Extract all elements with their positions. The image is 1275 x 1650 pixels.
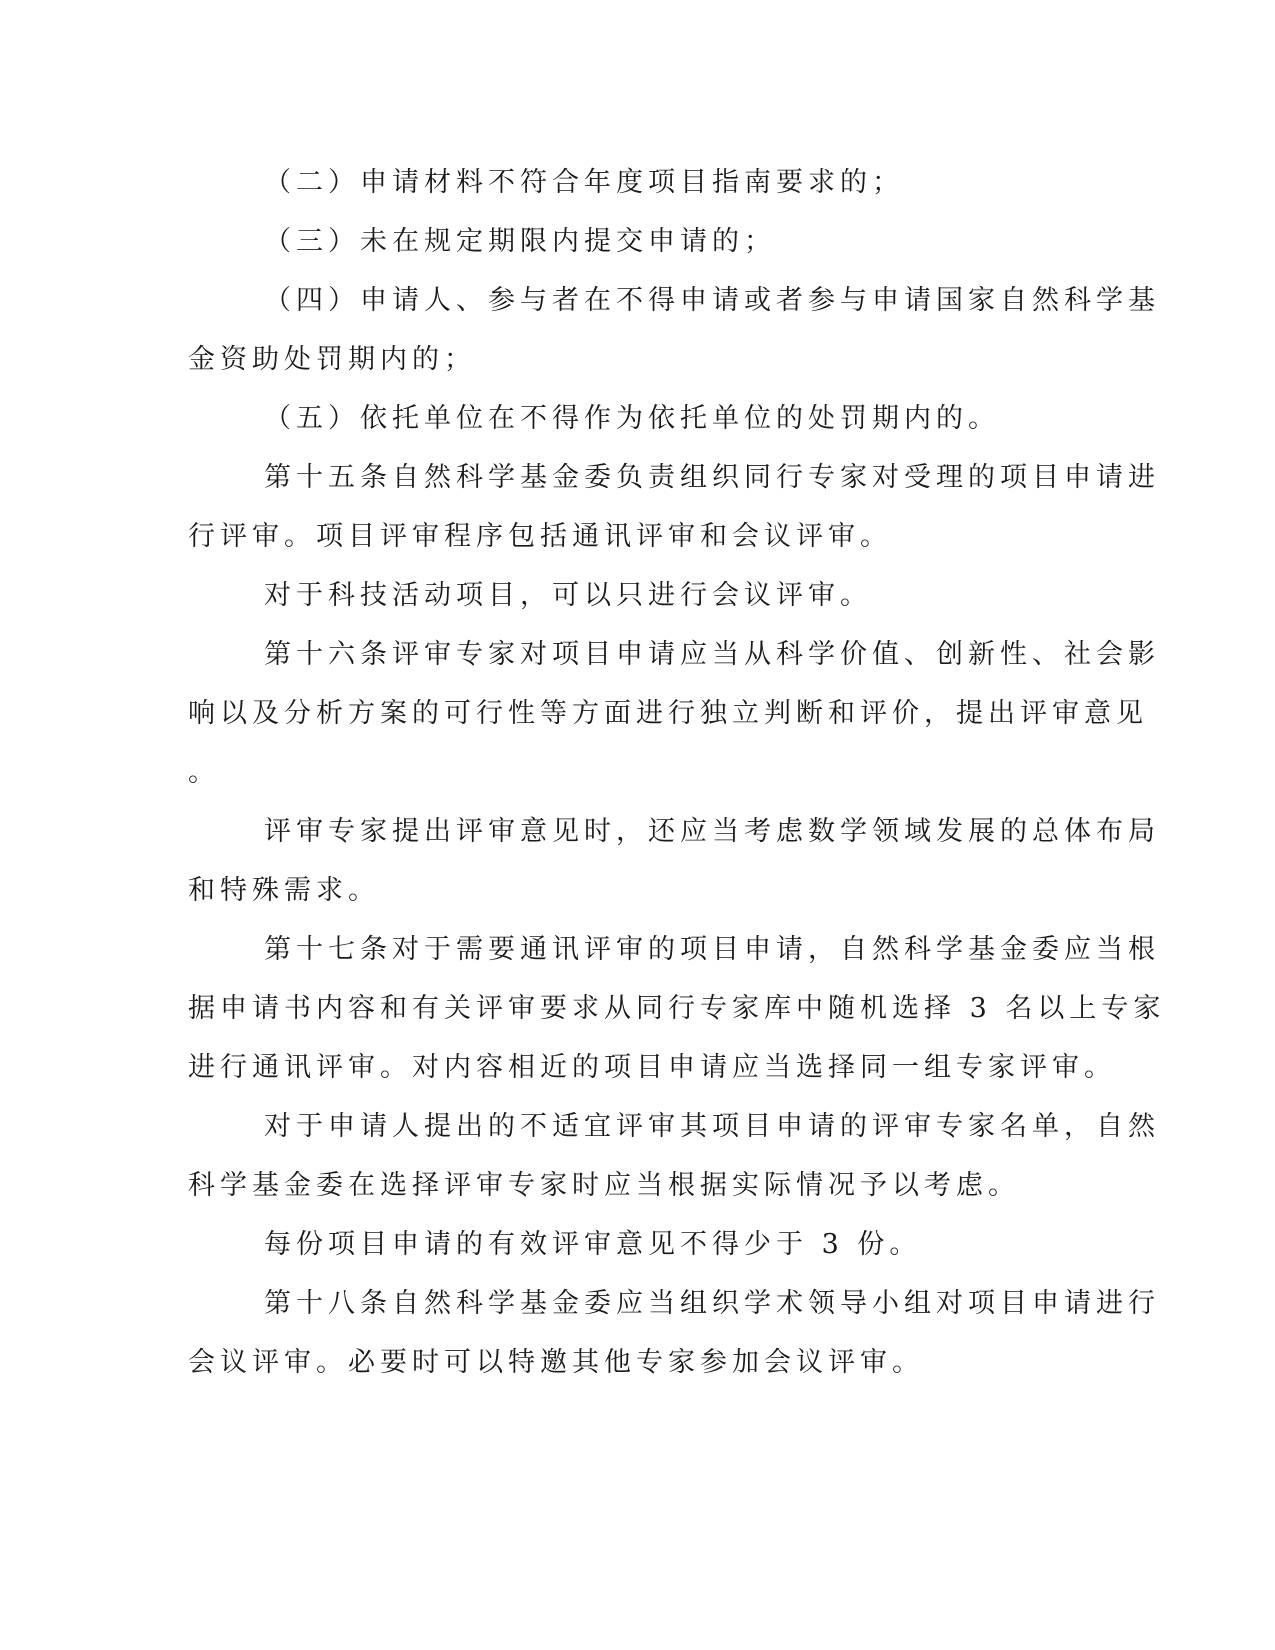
article-16-line-1: 第十六条评审专家对项目申请应当从科学价值、创新性、社会影 <box>264 639 1160 670</box>
clause-item-4-line-1: （四）申请人、参与者在不得申请或者参与申请国家自然科学基 <box>264 285 1160 316</box>
article-17-paragraph-3: 每份项目申请的有效评审意见不得少于 3 份。 <box>264 1229 922 1260</box>
article-15-line-1: 第十五条自然科学基金委负责组织同行专家对受理的项目申请进 <box>264 462 1160 493</box>
clause-item-5: （五）依托单位在不得作为依托单位的处罚期内的。 <box>264 403 1000 434</box>
article-15-paragraph-2: 对于科技活动项目，可以只进行会议评审。 <box>264 580 872 611</box>
clause-item-3: （三）未在规定期限内提交申请的； <box>264 226 776 257</box>
article-16-paragraph-2-line-1: 评审专家提出评审意见时，还应当考虑数学领域发展的总体布局 <box>264 816 1160 847</box>
article-16-line-2: 响以及分析方案的可行性等方面进行独立判断和评价，提出评审意见 <box>188 698 1148 729</box>
article-17-paragraph-2-line-2: 科学基金委在选择评审专家时应当根据实际情况予以考虑。 <box>188 1170 1020 1201</box>
article-17-line-1: 第十七条对于需要通讯评审的项目申请，自然科学基金委应当根 <box>264 934 1160 965</box>
clause-item-4-line-2: 金资助处罚期内的； <box>188 344 476 375</box>
article-16-paragraph-2-line-2: 和特殊需求。 <box>188 875 380 906</box>
article-16-line-3: 。 <box>188 757 220 788</box>
article-18-line-2: 会议评审。必要时可以特邀其他专家参加会议评审。 <box>188 1347 924 1378</box>
article-18-line-1: 第十八条自然科学基金委应当组织学术领导小组对项目申请进行 <box>264 1288 1160 1319</box>
article-15-line-2: 行评审。项目评审程序包括通讯评审和会议评审。 <box>188 521 892 552</box>
article-17-paragraph-2-line-1: 对于申请人提出的不适宜评审其项目申请的评审专家名单，自然 <box>264 1111 1160 1142</box>
clause-item-2: （二）申请材料不符合年度项目指南要求的； <box>264 167 904 198</box>
article-17-line-2: 据申请书内容和有关评审要求从同行专家库中随机选择 3 名以上专家 <box>188 993 1166 1024</box>
article-17-line-3: 进行通讯评审。对内容相近的项目申请应当选择同一组专家评审。 <box>188 1052 1116 1083</box>
